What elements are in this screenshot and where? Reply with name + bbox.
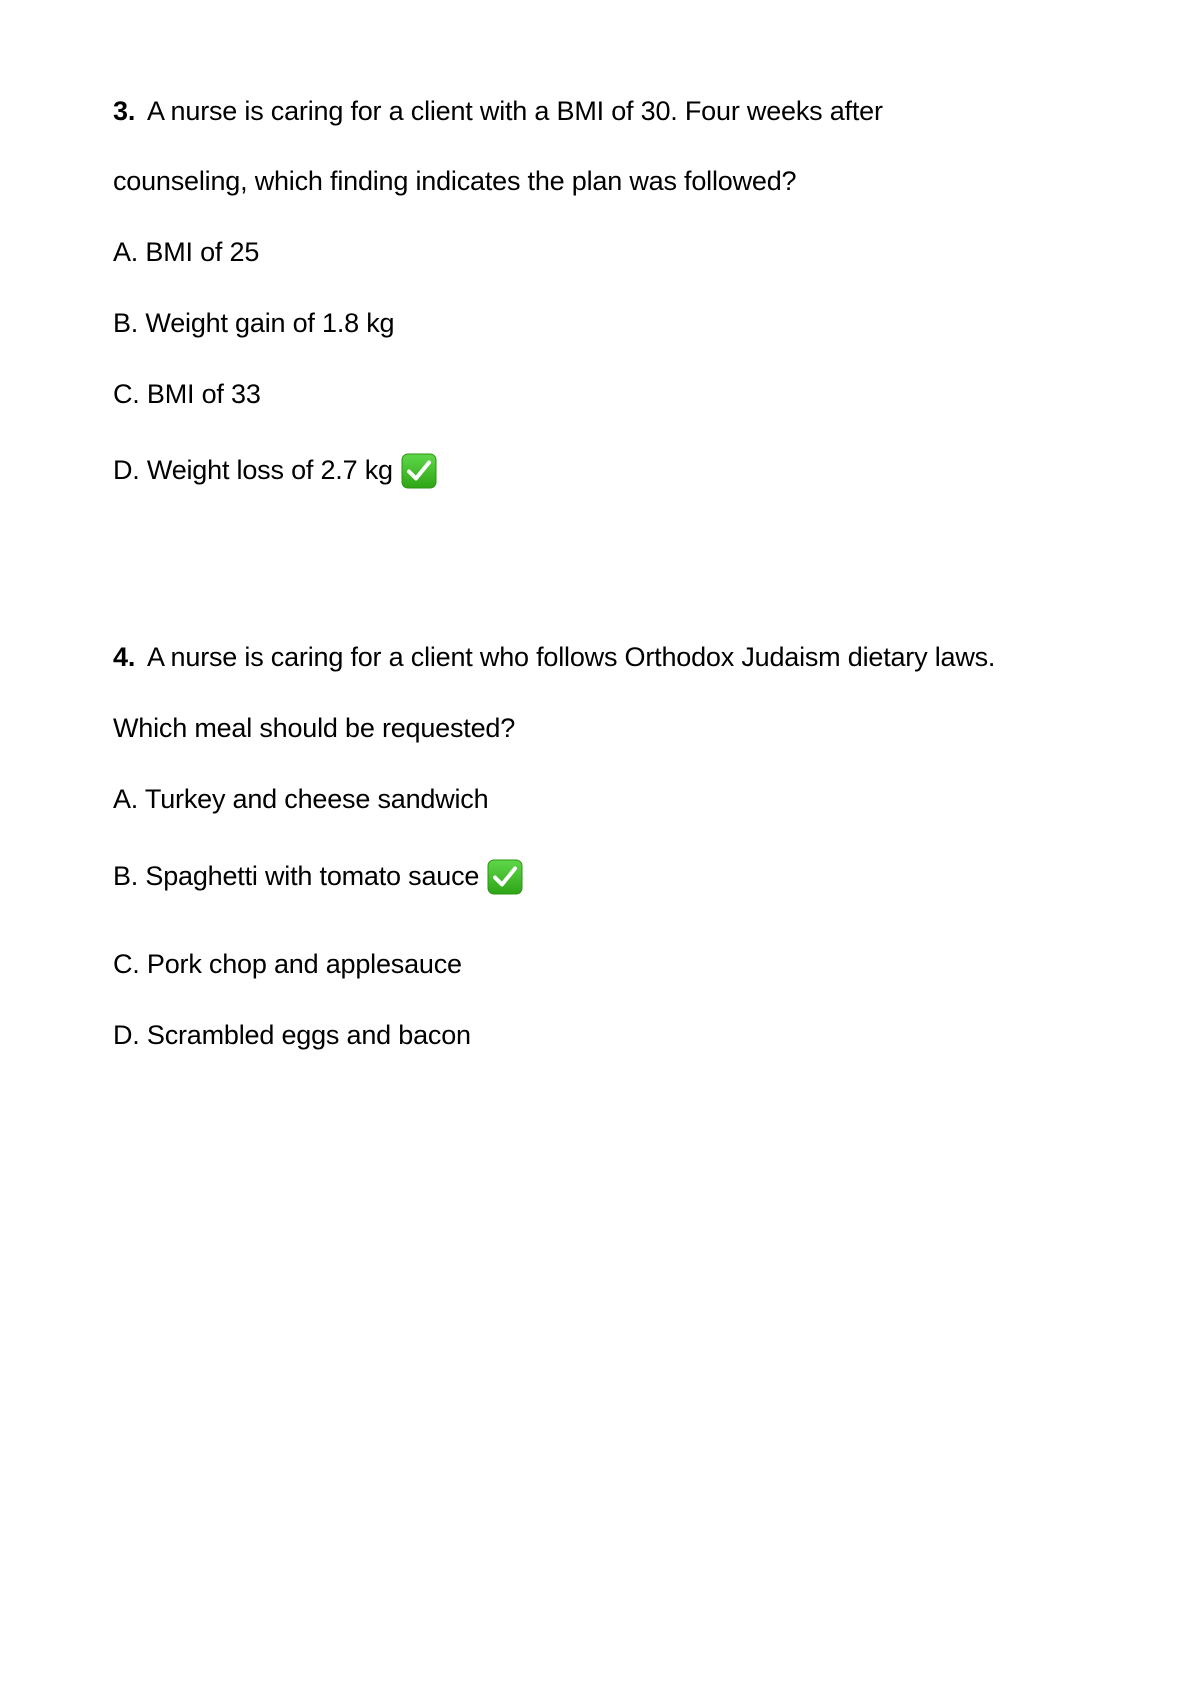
question-3-number: 3. — [113, 96, 136, 126]
question-3-stem-line-1 — [113, 94, 883, 128]
question-4-option-c: C. Pork chop and applesauce — [113, 949, 462, 979]
question-4-stem-text-1: A nurse is caring for a client who follows Orthodox Judaism dietary laws. — [146, 642, 996, 672]
question-3-option-b: B. Weight gain of 1.8 kg — [113, 308, 395, 338]
question-3-stem-text-1: A nurse is caring for a client with a BMI of 30. Four weeks after — [146, 96, 883, 126]
question-3-stem-line-2: counseling, which finding indicates the plan was followed? — [113, 166, 797, 196]
question-4-number: 4. — [113, 642, 136, 672]
question-4-option-b — [113, 859, 523, 895]
question-3-option-d — [113, 453, 437, 489]
question-3-option-d-text: D. Weight loss of 2.7 kg — [113, 455, 393, 485]
question-4-stem-line-2: Which meal should be requested? — [113, 713, 516, 743]
question-4-stem-line-1 — [113, 640, 995, 674]
question-4-option-a: A. Turkey and cheese sandwich — [113, 784, 489, 814]
question-4-option-d: D. Scrambled eggs and bacon — [113, 1020, 471, 1050]
question-4-option-b-text: B. Spaghetti with tomato sauce — [113, 861, 480, 891]
check-mark-button-icon — [401, 453, 437, 489]
question-3-option-a: A. BMI of 25 — [113, 237, 260, 267]
question-3-option-c: C. BMI of 33 — [113, 379, 261, 409]
check-mark-button-icon — [487, 859, 523, 895]
